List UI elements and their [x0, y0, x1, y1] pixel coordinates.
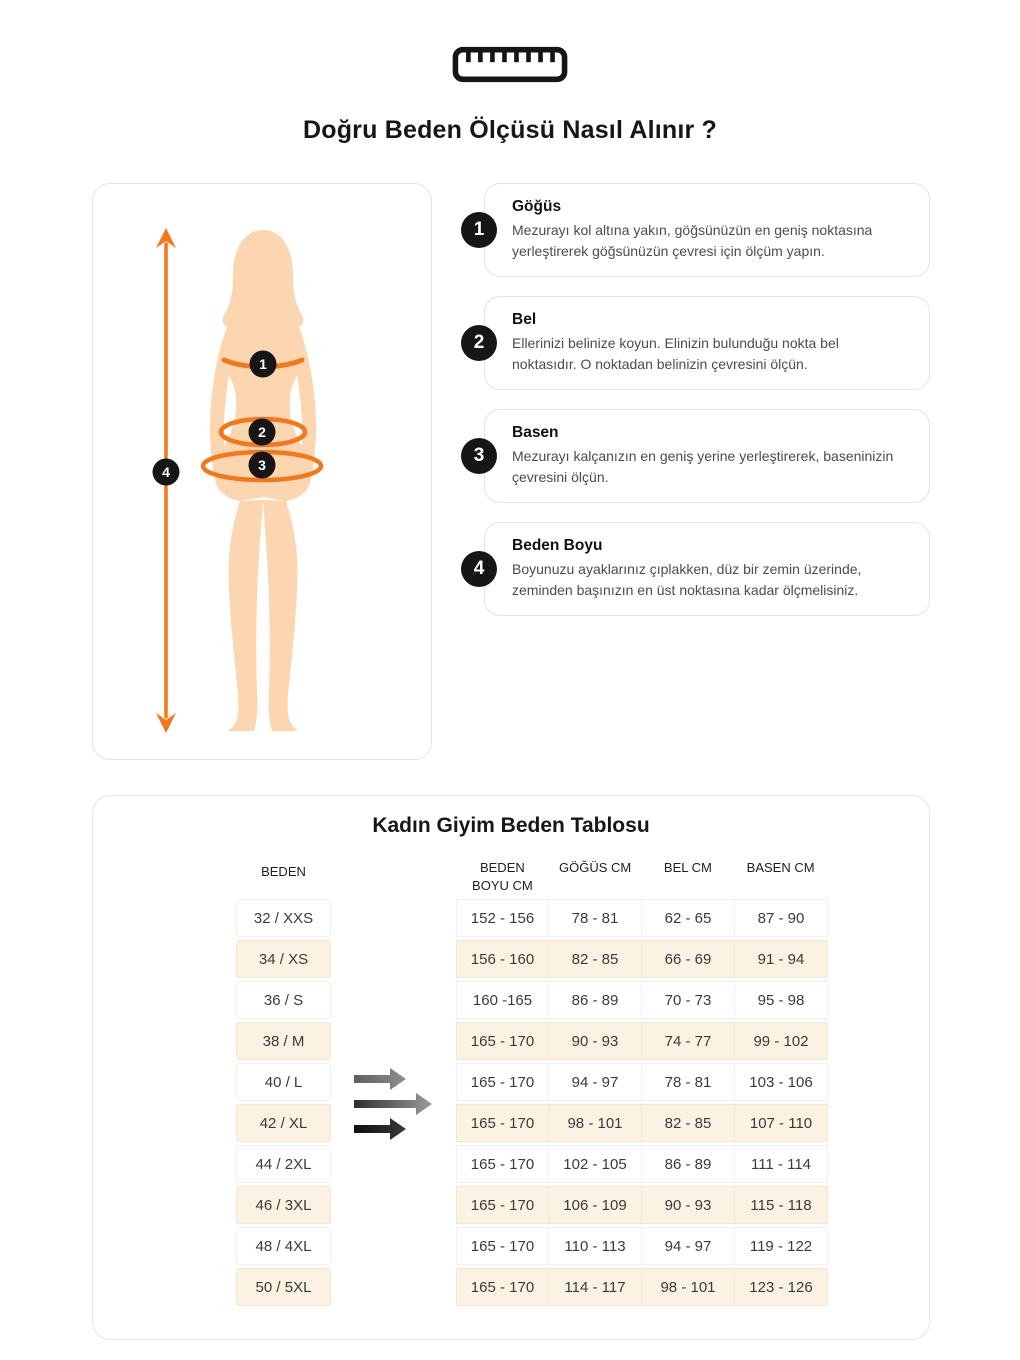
- table-row: [93, 981, 929, 1019]
- col-header-gogus: GÖĞÜS CM: [559, 860, 632, 875]
- instruction-title: Basen: [512, 424, 559, 441]
- measurement-cell: 87 - 90: [735, 899, 828, 937]
- instruction-title: Göğüs: [512, 198, 562, 215]
- figure-badge-2: 2: [258, 424, 266, 440]
- step-badge: 3: [461, 438, 497, 474]
- col-header-beden-boyu: BEDEN BOYU CM: [472, 860, 533, 893]
- measurement-cell: 78 - 81: [549, 899, 642, 937]
- measurement-cell: 95 - 98: [735, 981, 828, 1019]
- table-row: [93, 1022, 929, 1060]
- step-badge: 1: [461, 212, 497, 248]
- instruction-text: Boyunuzu ayaklarınız çıplakken, düz bir zemin üzerinde, zeminden başınızın en üst noktasına kadar ölçmelisiniz.: [512, 561, 862, 598]
- size-cell: 48 / 4XL: [236, 1227, 331, 1265]
- measurement-cell: 91 - 94: [735, 940, 828, 978]
- col-header-bel: BEL CM: [663, 860, 712, 875]
- measurement-cell: 70 - 73: [642, 981, 735, 1019]
- page-title: Doğru Beden Ölçüsü Nasıl Alınır ?: [302, 116, 718, 144]
- measurement-cell: 102 - 105: [549, 1145, 642, 1183]
- table-row: [93, 1145, 929, 1183]
- measurement-cell: 78 - 81: [642, 1063, 735, 1101]
- measurement-cell: 106 - 109: [549, 1186, 642, 1224]
- instruction-card-basen: [473, 409, 930, 503]
- measurement-cell: 74 - 77: [642, 1022, 735, 1060]
- measurement-cell: 165 - 170: [456, 1104, 549, 1142]
- figure-right-leg: [263, 500, 298, 731]
- instruction-text: Mezurayı kalçanızın en geniş yerine yerleştirerek, baseninizin çevresini ölçün.: [512, 448, 894, 485]
- measurement-cell: 86 - 89: [549, 981, 642, 1019]
- measurement-cell: 103 - 106: [735, 1063, 828, 1101]
- measurement-cell: 99 - 102: [735, 1022, 828, 1060]
- size-cell: 32 / XXS: [236, 899, 331, 937]
- measurement-cell: 110 - 113: [549, 1227, 642, 1265]
- table-row: [93, 1063, 929, 1101]
- measurement-cell: 111 - 114: [735, 1145, 828, 1183]
- step-badge: 2: [461, 325, 497, 361]
- table-row: [93, 1227, 929, 1265]
- size-table-body: [93, 899, 929, 1309]
- measurement-cell: 165 - 170: [456, 1022, 549, 1060]
- measurement-cell: 90 - 93: [549, 1022, 642, 1060]
- measurement-cell: 62 - 65: [642, 899, 735, 937]
- measurement-cell: 82 - 85: [549, 940, 642, 978]
- col-header-basen: BASEN CM: [746, 860, 815, 875]
- size-cell: 34 / XS: [236, 940, 331, 978]
- table-row: [93, 1268, 929, 1306]
- measurement-cell: 94 - 97: [549, 1063, 642, 1101]
- measurement-cell: 156 - 160: [456, 940, 549, 978]
- measurement-cell: 119 - 122: [735, 1227, 828, 1265]
- size-cell: 42 / XL: [236, 1104, 331, 1142]
- measurement-cell: 66 - 69: [642, 940, 735, 978]
- figure-left-leg: [228, 500, 263, 731]
- size-cell: 38 / M: [236, 1022, 331, 1060]
- measurement-cell: 165 - 170: [456, 1227, 549, 1265]
- measurement-cell: 160 -165: [456, 981, 549, 1019]
- ruler-icon: [450, 46, 570, 88]
- instruction-text: Mezurayı kol altına yakın, göğsünüzün en geniş noktasına yerleştirerek göğsünüzün çevresi için ölçüm yapın.: [512, 222, 873, 259]
- measurement-cell: 165 - 170: [456, 1186, 549, 1224]
- figure-badge-4: 4: [162, 464, 170, 480]
- measurement-cell: 94 - 97: [642, 1227, 735, 1265]
- measurement-cell: 165 - 170: [456, 1063, 549, 1101]
- measurement-cell: 98 - 101: [642, 1268, 735, 1306]
- instruction-card-bel: [473, 296, 930, 390]
- measurement-cell: 86 - 89: [642, 1145, 735, 1183]
- measurement-cell: 90 - 93: [642, 1186, 735, 1224]
- instruction-title: Beden Boyu: [512, 537, 603, 554]
- col-header-beden: BEDEN: [261, 864, 306, 879]
- table-row: [93, 1104, 929, 1142]
- size-cell: 36 / S: [236, 981, 331, 1019]
- measurement-cell: 165 - 170: [456, 1268, 549, 1306]
- measurement-cell: 82 - 85: [642, 1104, 735, 1142]
- figure-badge-3: 3: [258, 457, 266, 473]
- body-figure-illustration: [93, 184, 431, 759]
- measurement-cell: 107 - 110: [735, 1104, 828, 1142]
- size-cell: 50 / 5XL: [236, 1268, 331, 1306]
- measurement-cell: 115 - 118: [735, 1186, 828, 1224]
- size-table-card: [92, 795, 930, 1340]
- measurement-cell: 152 - 156: [456, 899, 549, 937]
- table-row: [93, 940, 929, 978]
- body-measurement-figure-card: [92, 183, 432, 760]
- table-row: [93, 899, 929, 937]
- size-cell: 44 / 2XL: [236, 1145, 331, 1183]
- instruction-text: Ellerinizi belinize koyun. Elinizin bulunduğu nokta bel noktasıdır. O noktadan belinizin çevresini ölçün.: [512, 335, 839, 372]
- instruction-list: [460, 183, 930, 616]
- measurement-cell: 165 - 170: [456, 1145, 549, 1183]
- measurement-cell: 123 - 126: [735, 1268, 828, 1306]
- instruction-card-beden-boyu: [473, 522, 930, 616]
- instruction-title: Bel: [512, 311, 537, 328]
- step-badge: 4: [461, 551, 497, 587]
- measurement-cell: 114 - 117: [549, 1268, 642, 1306]
- instruction-card-gogus: [473, 183, 930, 277]
- measurement-cell: 98 - 101: [549, 1104, 642, 1142]
- figure-badge-1: 1: [259, 356, 267, 372]
- size-cell: 40 / L: [236, 1063, 331, 1101]
- size-cell: 46 / 3XL: [236, 1186, 331, 1224]
- table-row: [93, 1186, 929, 1224]
- size-table-title: Kadın Giyim Beden Tablosu: [372, 814, 650, 837]
